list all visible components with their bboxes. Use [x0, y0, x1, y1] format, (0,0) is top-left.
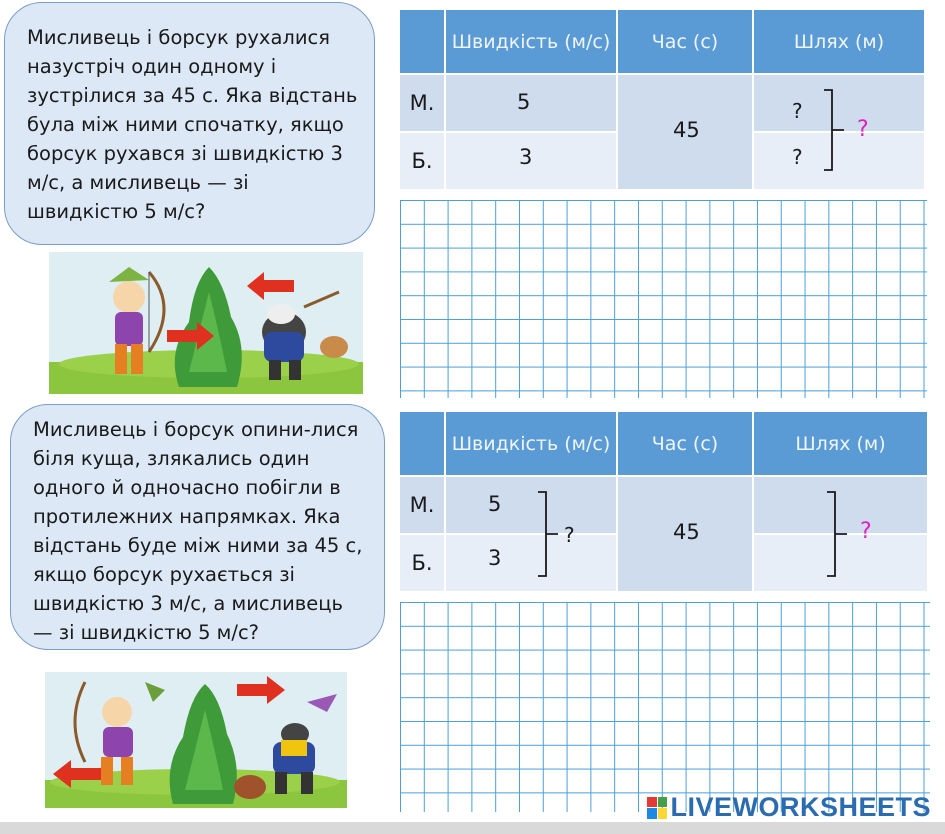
- row-label-badger: Б.: [400, 535, 444, 591]
- badger-speed-value: 3: [488, 546, 502, 570]
- header-distance: Шлях (м): [754, 10, 924, 73]
- distance-sum-brace: [825, 490, 849, 578]
- badger-distance-unknown: ?: [792, 145, 803, 169]
- row-label-badger: Б.: [400, 133, 444, 189]
- table-header-empty: [400, 10, 444, 73]
- header-time: Час (с): [618, 10, 752, 73]
- hunter-speed-value: 5: [517, 90, 531, 114]
- time-value: 45: [673, 520, 700, 544]
- cell-hunter-speed: [446, 75, 616, 131]
- problem-1-text: Мисливець і борсук рухалися назустріч один одному і зустрілися за 45 с. Яка відстань була між ними спочатку, якщо борсук рухався зі швидкістю 3 м/с, а мисливець — зі швидкістю 5 м/с?: [27, 26, 358, 223]
- header-speed: Швидкість (м/с): [446, 412, 616, 475]
- liveworksheets-logo-icon: [647, 797, 667, 819]
- speed-sum-brace: [536, 490, 560, 578]
- total-distance-unknown: ?: [857, 117, 869, 142]
- table-header-empty: [400, 412, 444, 475]
- header-time: Час (с): [618, 412, 752, 475]
- brand-name: LIVEWORKSHEETS: [670, 792, 931, 822]
- time-value: 45: [673, 118, 700, 142]
- total-speed-unknown: ?: [564, 523, 575, 547]
- row-label-hunter: М.: [400, 75, 444, 131]
- cell-hunter-speed: [446, 477, 616, 533]
- distance-sum-brace: [822, 88, 846, 172]
- answer-grid-1[interactable]: [400, 200, 927, 398]
- badger-speed-value: 3: [519, 145, 533, 169]
- row-label-hunter: М.: [400, 477, 444, 533]
- problem-1-text-bubble: [4, 2, 375, 245]
- header-speed: Швидкість (м/с): [446, 10, 616, 73]
- problem-2-text-bubble: [10, 404, 385, 650]
- hunter-speed-value: 5: [488, 492, 502, 516]
- hunter-distance-unknown: ?: [792, 99, 803, 123]
- answer-grid-2[interactable]: [400, 602, 930, 812]
- liveworksheets-brand: [647, 792, 931, 823]
- footer-bar: [0, 822, 945, 834]
- header-distance: Шлях (м): [754, 412, 927, 475]
- illustration-hunter-badger-running-apart: [45, 672, 347, 808]
- cell-badger-speed: [446, 535, 616, 591]
- problem-2-text: Мисливець і борсук опини-лися біля куща, злякались один одного й одночасно побігли в протилежних напрямках. Яка відстань буде між ними за 45 с, якщо борсук рухається зі швидкістю 3 м/с, а мисливець — зі швидкістю 5 м/с?: [33, 418, 363, 644]
- total-distance-unknown: ?: [860, 519, 872, 544]
- illustration-hunter-badger-meeting: [49, 252, 363, 394]
